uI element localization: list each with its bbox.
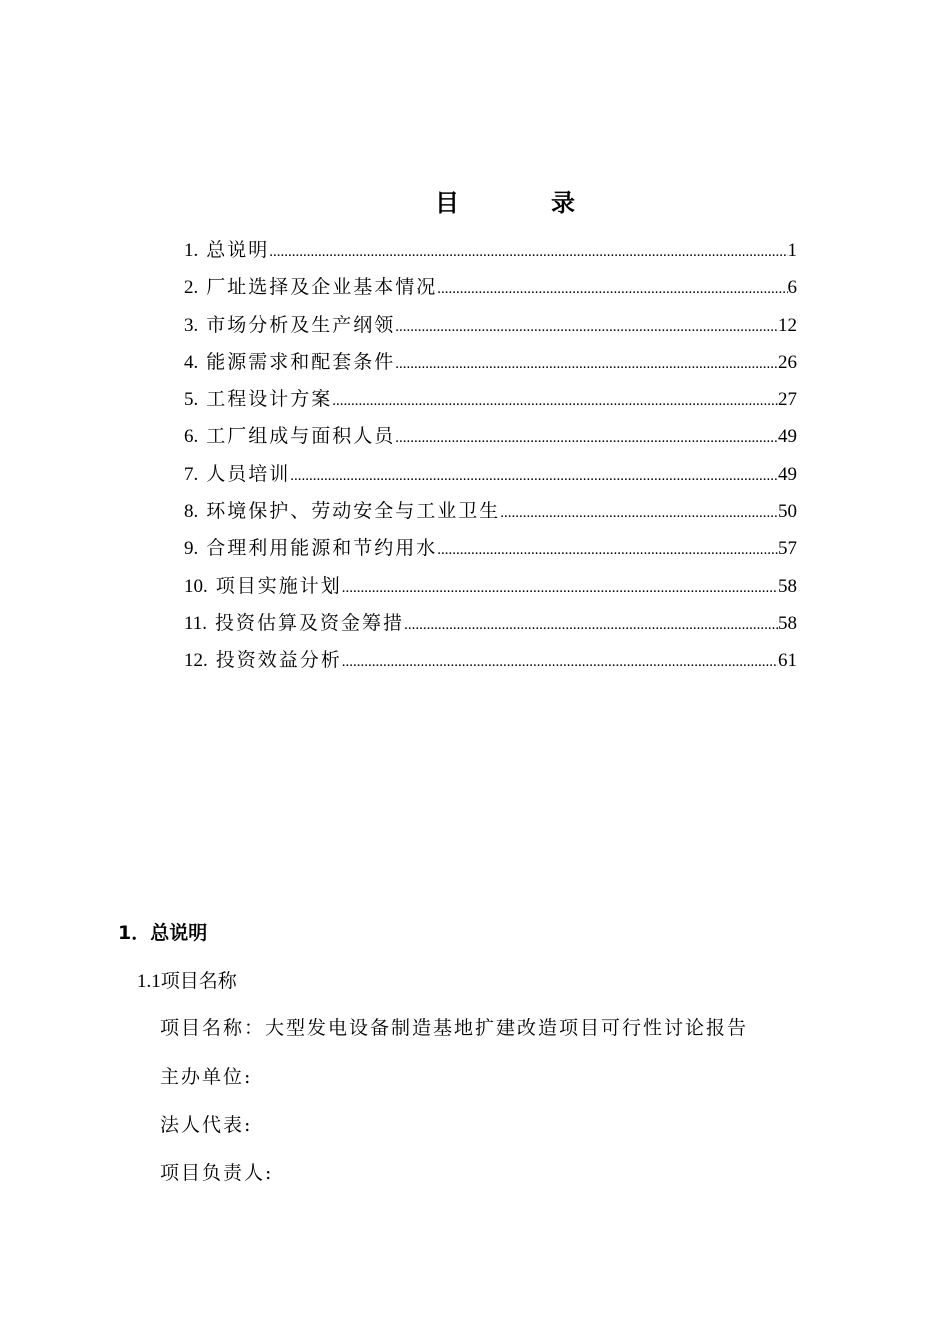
project-lead-field: 项目负责人: <box>160 1162 274 1184</box>
toc-entry-number: 5. <box>184 389 199 411</box>
toc-leader-dots <box>404 607 778 644</box>
toc-entry[interactable] <box>184 456 797 493</box>
toc-entry-number: 3. <box>184 314 199 336</box>
toc-entry-label: 合理利用能源和节约用水 <box>206 537 438 560</box>
toc-entry-number: 7. <box>184 463 199 485</box>
toc-leader-dots <box>437 532 778 569</box>
toc-entry-page: 27 <box>778 389 797 411</box>
legal-representative-field: 法人代表: <box>160 1114 253 1136</box>
toc-entry[interactable] <box>184 605 797 642</box>
toc-title-char-2: 录 <box>551 189 575 217</box>
toc-entry[interactable] <box>184 344 797 381</box>
toc-entry-number: 12. <box>184 650 208 672</box>
toc-entry-number: 1. <box>184 240 199 261</box>
toc-entry-label: 投资效益分析 <box>215 649 342 672</box>
toc-entry-label: 能源需求和配套条件 <box>206 350 396 373</box>
toc-leader-dots <box>290 458 778 495</box>
toc-entry-label: 工厂组成与面积人员 <box>206 425 396 448</box>
project-name-field: 项目名称：大型发电设备制造基地扩建改造项目可行性讨论报告 <box>160 1017 749 1039</box>
toc-entry-number: 2. <box>184 277 199 299</box>
sponsor-field: 主办单位: <box>160 1066 253 1088</box>
toc-entry-label: 项目实施计划 <box>215 574 342 597</box>
toc-title-char-1: 目 <box>435 189 459 217</box>
toc-leader-dots <box>437 271 787 308</box>
toc-entry-label: 工程设计方案 <box>206 388 333 411</box>
toc-entry-page: 57 <box>778 538 797 560</box>
toc-entry[interactable] <box>184 269 797 306</box>
toc-entry-page: 61 <box>778 650 797 672</box>
toc-entry-page: 58 <box>778 575 797 597</box>
toc-entry-label: 环境保护、劳动安全与工业卫生 <box>206 500 501 523</box>
toc-leader-dots <box>342 644 778 681</box>
toc-entry-number: 9. <box>184 538 199 560</box>
toc-leader-dots <box>395 309 778 346</box>
toc-entry-page: 1 <box>787 240 797 261</box>
toc-entry-number: 11. <box>184 612 208 634</box>
toc-entry[interactable] <box>184 642 797 679</box>
subsection-heading <box>137 966 237 993</box>
toc-entry[interactable] <box>184 418 797 455</box>
toc-leader-dots <box>500 495 778 532</box>
toc-entry-number: 4. <box>184 351 199 373</box>
subsection-title: 项目名称 <box>160 970 237 992</box>
toc-entry-page: 6 <box>787 277 797 299</box>
toc-entry[interactable] <box>184 381 797 418</box>
toc-leader-dots <box>342 570 778 607</box>
toc-entry-number: 10. <box>184 575 208 597</box>
toc-leader-dots <box>395 420 778 457</box>
toc-entry-page: 50 <box>778 501 797 523</box>
toc-entry-label: 市场分析及生产纲领 <box>206 313 396 336</box>
toc-entry[interactable] <box>184 307 797 344</box>
toc-entry-label: 投资估算及资金筹措 <box>215 611 405 634</box>
section-heading: 1．总说明 <box>118 922 208 944</box>
toc-entry-page: 49 <box>778 426 797 448</box>
toc-entry-number: 6. <box>184 426 199 448</box>
toc-entry-page: 12 <box>778 314 797 336</box>
toc-entry-number: 8. <box>184 501 199 523</box>
toc-entry-label: 厂址选择及企业基本情况 <box>206 276 438 299</box>
toc-entry[interactable] <box>184 568 797 605</box>
toc-entry[interactable] <box>184 493 797 530</box>
toc-entry-page: 49 <box>778 463 797 485</box>
subsection-number: 1.1 <box>137 971 161 992</box>
toc-entry[interactable] <box>184 232 797 269</box>
toc-entry-label: 总说明 <box>206 239 270 261</box>
toc-title <box>0 183 950 218</box>
toc-leader-dots <box>395 346 778 383</box>
toc-entry-page: 26 <box>778 351 797 373</box>
toc-leader-dots <box>269 234 787 271</box>
toc-entry-page: 58 <box>778 612 797 634</box>
toc-leader-dots <box>332 383 778 420</box>
toc-entry-label: 人员培训 <box>206 462 291 485</box>
table-of-contents <box>184 232 797 680</box>
toc-entry[interactable] <box>184 530 797 567</box>
